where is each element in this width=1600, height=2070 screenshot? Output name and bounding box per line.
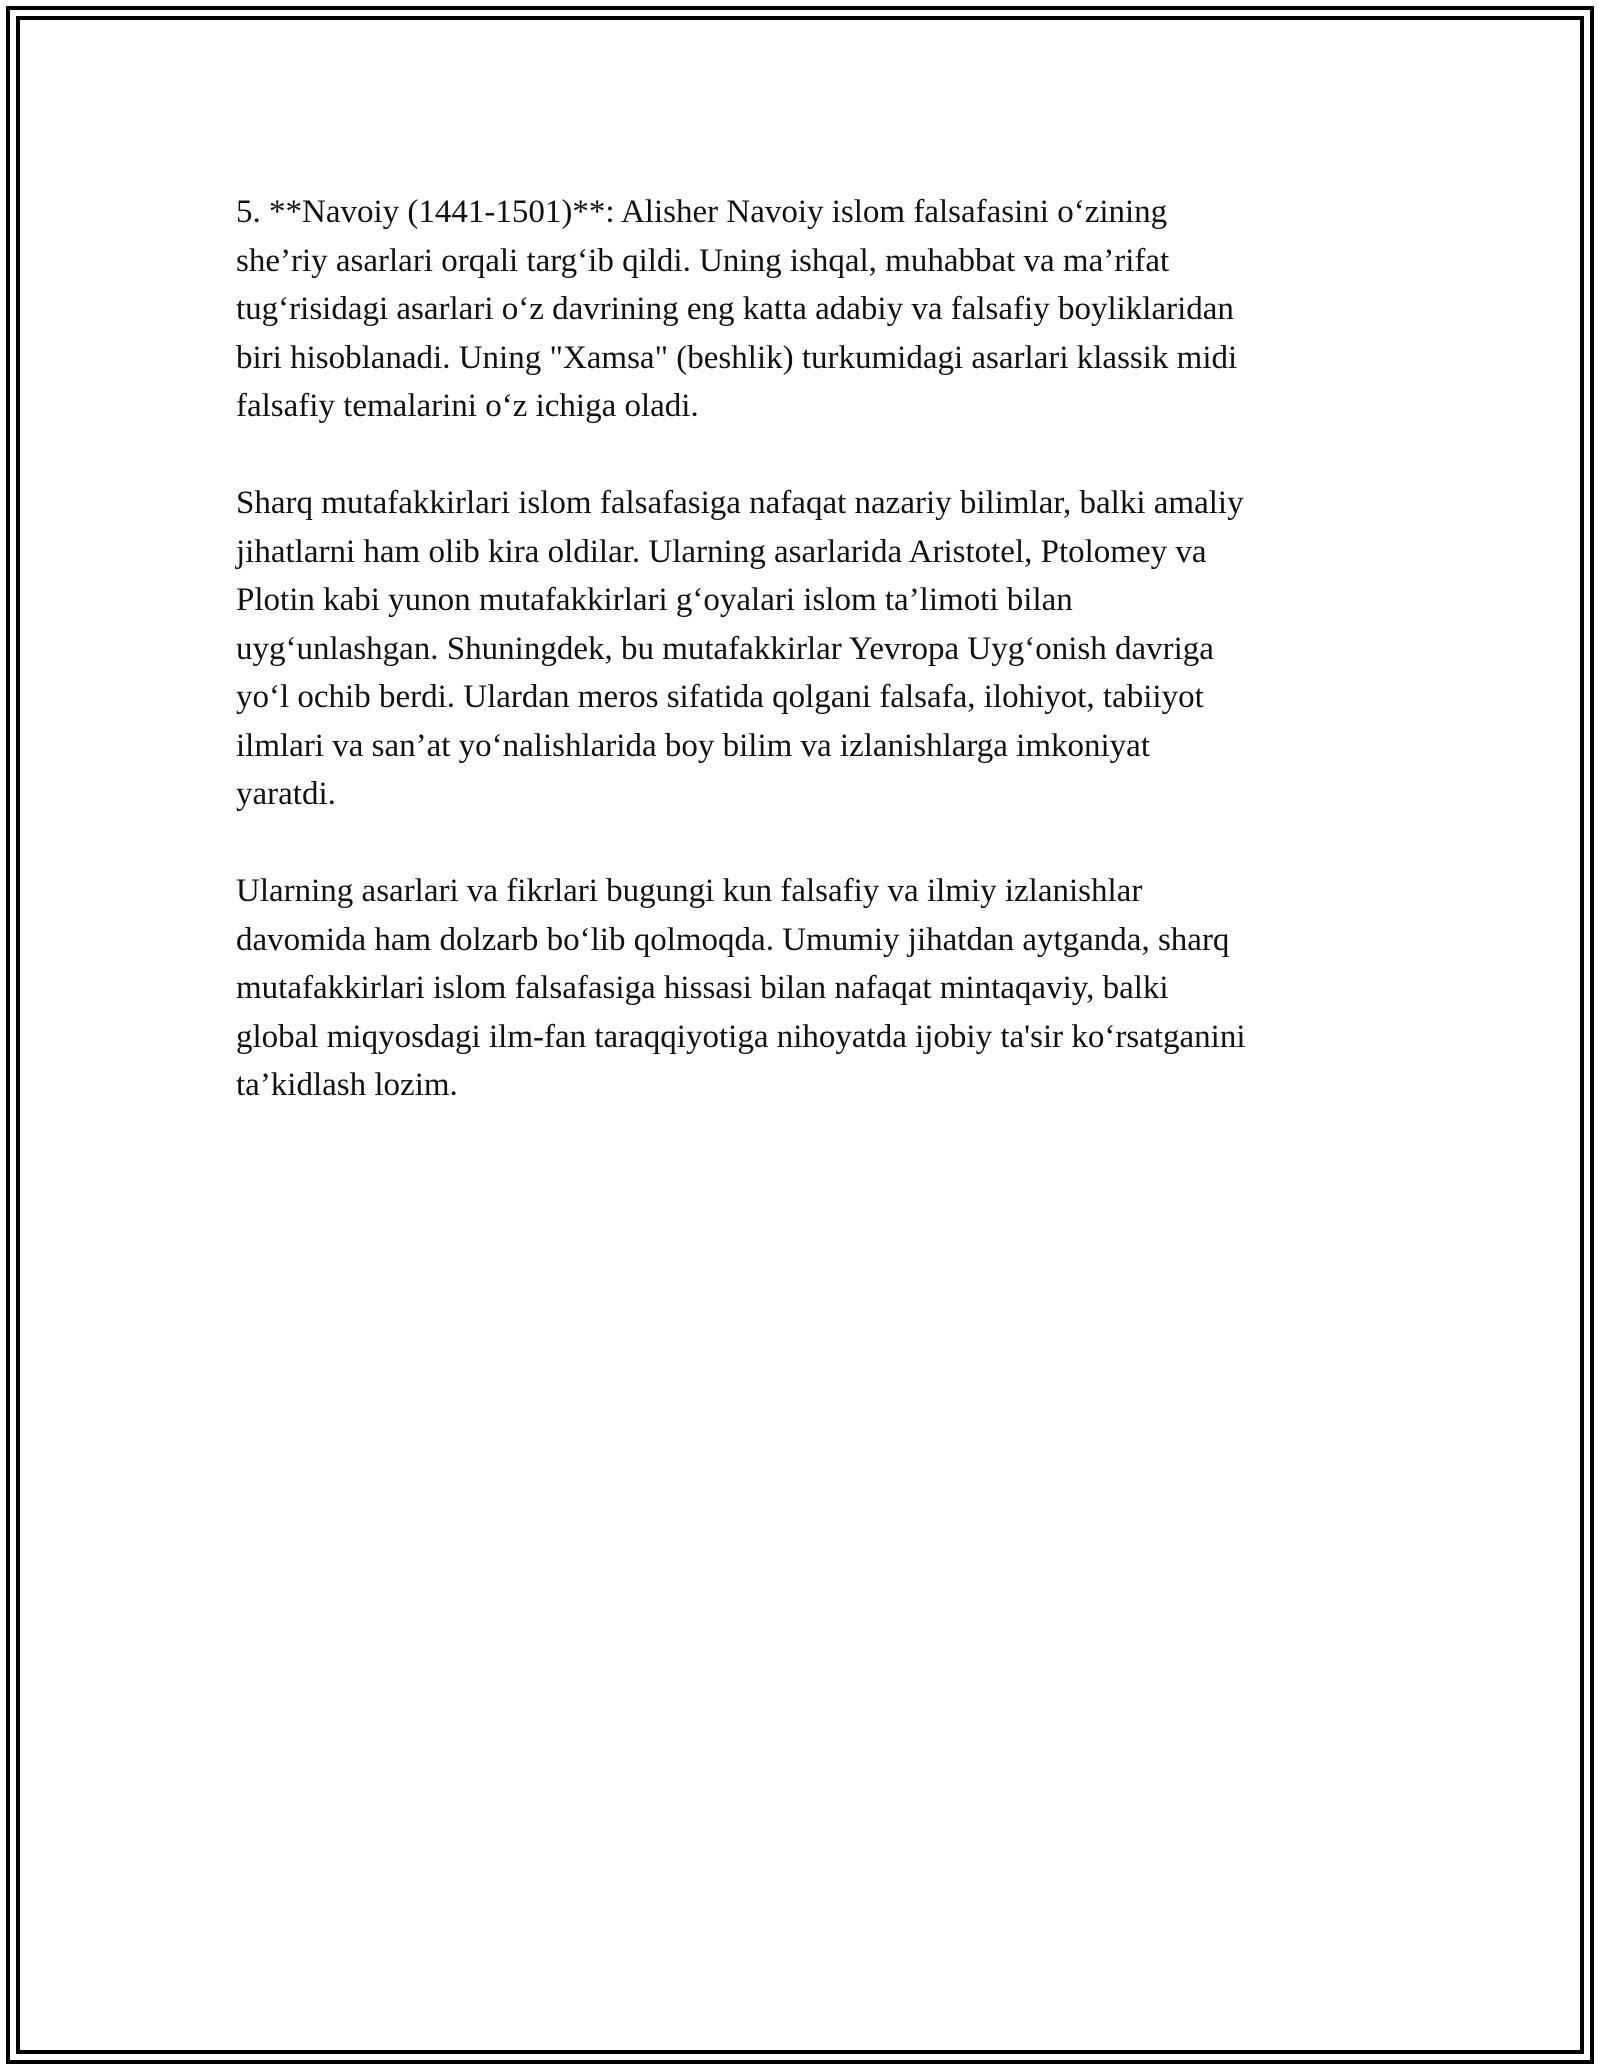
text-line: davomida ham dolzarb bo‘lib qolmoqda. Umumiy jihatdan aytganda, sharq: [236, 921, 1230, 958]
text-line: she’riy asarlari orqali targ‘ib qildi. Uning ishqal, muhabbat va ma’rifat: [236, 242, 1170, 279]
text-line: global miqyosdagi ilm-fan taraqqiyotiga nihoyatda ijobiy ta'sir ko‘rsatganini: [236, 1018, 1246, 1055]
paragraph-navoiy: [236, 188, 1376, 431]
text-line: falsafiy temalarini o‘z ichiga oladi.: [236, 388, 699, 424]
paragraph-conclusion: [236, 867, 1376, 1110]
text-line: mutafakkirlari islom falsafasiga hissasi bilan nafaqat mintaqaviy, balki: [236, 970, 1169, 1006]
text-line: Sharq mutafakkirlari islom falsafasiga nafaqat nazariy bilimlar, balki amaliy: [236, 485, 1244, 521]
text-line: yo‘l ochib berdi. Ulardan meros sifatida qolgani falsafa, ilohiyot, tabiiyot: [236, 679, 1204, 715]
text-line: ilmlari va san’at yo‘nalishlarida boy bilim va izlanishlarga imkoniyat: [236, 727, 1150, 764]
text-line: jihatlarni ham olib kira oldilar. Ularning asarlarida Aristotel, Ptolomey va: [236, 533, 1207, 570]
text-line: Ularning asarlari va fikrlari bugungi kun falsafiy va ilmiy izlanishlar: [236, 873, 1143, 909]
text-line: 5. **Navoiy (1441-1501)**: Alisher Navoiy islom falsafasini o‘zining: [236, 194, 1168, 230]
text-line: uyg‘unlashgan. Shuningdek, bu mutafakkirlar Yevropa Uyg‘onish davriga: [236, 630, 1214, 667]
text-line: biri hisoblanadi. Uning "Xamsa" (beshlik) turkumidagi asarlari klassik midi: [236, 339, 1238, 376]
text-line: tug‘risidagi asarlari o‘z davrining eng katta adabiy va falsafiy boyliklaridan: [236, 291, 1234, 327]
document-body: [236, 188, 1376, 1158]
paragraph-sharq-mutafakkirlari: [236, 479, 1376, 819]
text-line: yaratdi.: [236, 776, 336, 812]
text-line: ta’kidlash lozim.: [236, 1067, 458, 1103]
text-line: Plotin kabi yunon mutafakkirlari g‘oyalari islom ta’limoti bilan: [236, 582, 1073, 618]
